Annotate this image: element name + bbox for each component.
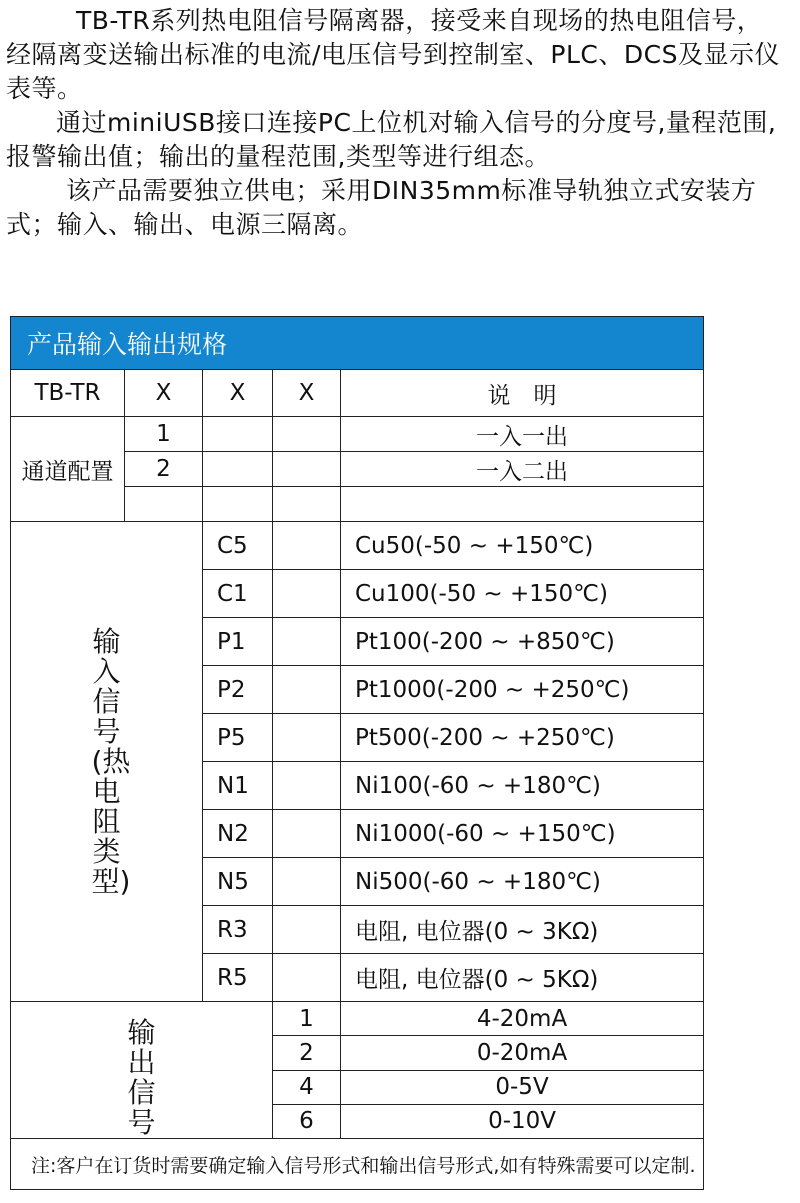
output-desc: 0-10V (341, 1104, 704, 1138)
input-code: C5 (203, 522, 273, 570)
input-desc: 电阻, 电位器(0 ~ 3KΩ) (341, 906, 704, 954)
input-code: C1 (203, 570, 273, 618)
input-code: P2 (203, 666, 273, 714)
channel-config-label: 通道配置 (11, 417, 125, 522)
table-header-row (11, 370, 704, 417)
input-code: N2 (203, 810, 273, 858)
input-code: R3 (203, 906, 273, 954)
table-row (11, 417, 704, 452)
input-desc: Ni1000(-60 ~ +150℃) (341, 810, 704, 858)
intro-text (6, 4, 796, 242)
intro-paragraph-1: TB-TR系列热电阻信号隔离器，接受来自现场的热电阻信号， 经隔离变送输出标准的电流/电压信号到控制室、PLC、DCS及显示仪表等。 (6, 6, 780, 103)
input-desc: Pt100(-200 ~ +850℃) (341, 618, 704, 666)
header-description: 说 明 (341, 370, 704, 417)
output-signal-label: 输出信号 (127, 1016, 156, 1139)
output-desc: 0-5V (341, 1070, 704, 1104)
output-desc: 4-20mA (341, 1002, 704, 1036)
header-x2: X (203, 370, 273, 417)
input-code: P1 (203, 618, 273, 666)
intro-paragraph-3: 该产品需要独立供电；采用DIN35mm标准导轨独立式安装方式；输入、输出、电源三隔离。 (6, 176, 757, 239)
input-desc: Ni100(-60 ~ +180℃) (341, 762, 704, 810)
output-code: 2 (273, 1036, 341, 1070)
output-signal-label-cell (11, 1002, 273, 1139)
header-x3: X (273, 370, 341, 417)
input-desc: 电阻, 电位器(0 ~ 5KΩ) (341, 954, 704, 1002)
table-row (11, 522, 704, 570)
spec-table (10, 316, 704, 1190)
input-desc: Cu100(-50 ~ +150℃) (341, 570, 704, 618)
input-desc: Cu50(-50 ~ +150℃) (341, 522, 704, 570)
input-desc: Pt500(-200 ~ +250℃) (341, 714, 704, 762)
output-code: 4 (273, 1070, 341, 1104)
channel-code: 2 (125, 452, 203, 487)
output-code: 1 (273, 1002, 341, 1036)
channel-code: 1 (125, 417, 203, 452)
intro-paragraph-2: 通过miniUSB接口连接PC上位机对输入信号的分度号,量程范围,报警输出值；输出的量程范围,类型等进行组态。 (6, 108, 777, 171)
input-signal-label-cell (11, 522, 203, 1002)
channel-desc: 一入二出 (341, 452, 704, 487)
header-x1: X (125, 370, 203, 417)
table-note: 注:客户在订货时需要确定输入信号形式和输出信号形式,如有特殊需要可以定制. (11, 1139, 704, 1190)
input-desc: Ni500(-60 ~ +180℃) (341, 858, 704, 906)
input-desc: Pt1000(-200 ~ +250℃) (341, 666, 704, 714)
output-code: 6 (273, 1104, 341, 1138)
input-code: R5 (203, 954, 273, 1002)
input-code: N1 (203, 762, 273, 810)
input-code: P5 (203, 714, 273, 762)
input-signal-label: 输入信号(热电阻类型) (91, 624, 131, 898)
input-code: N5 (203, 858, 273, 906)
channel-desc: 一入一出 (341, 417, 704, 452)
table-row (11, 1002, 704, 1036)
output-desc: 0-20mA (341, 1036, 704, 1070)
table-title: 产品输入输出规格 (11, 317, 704, 370)
header-model: TB-TR (11, 370, 125, 417)
